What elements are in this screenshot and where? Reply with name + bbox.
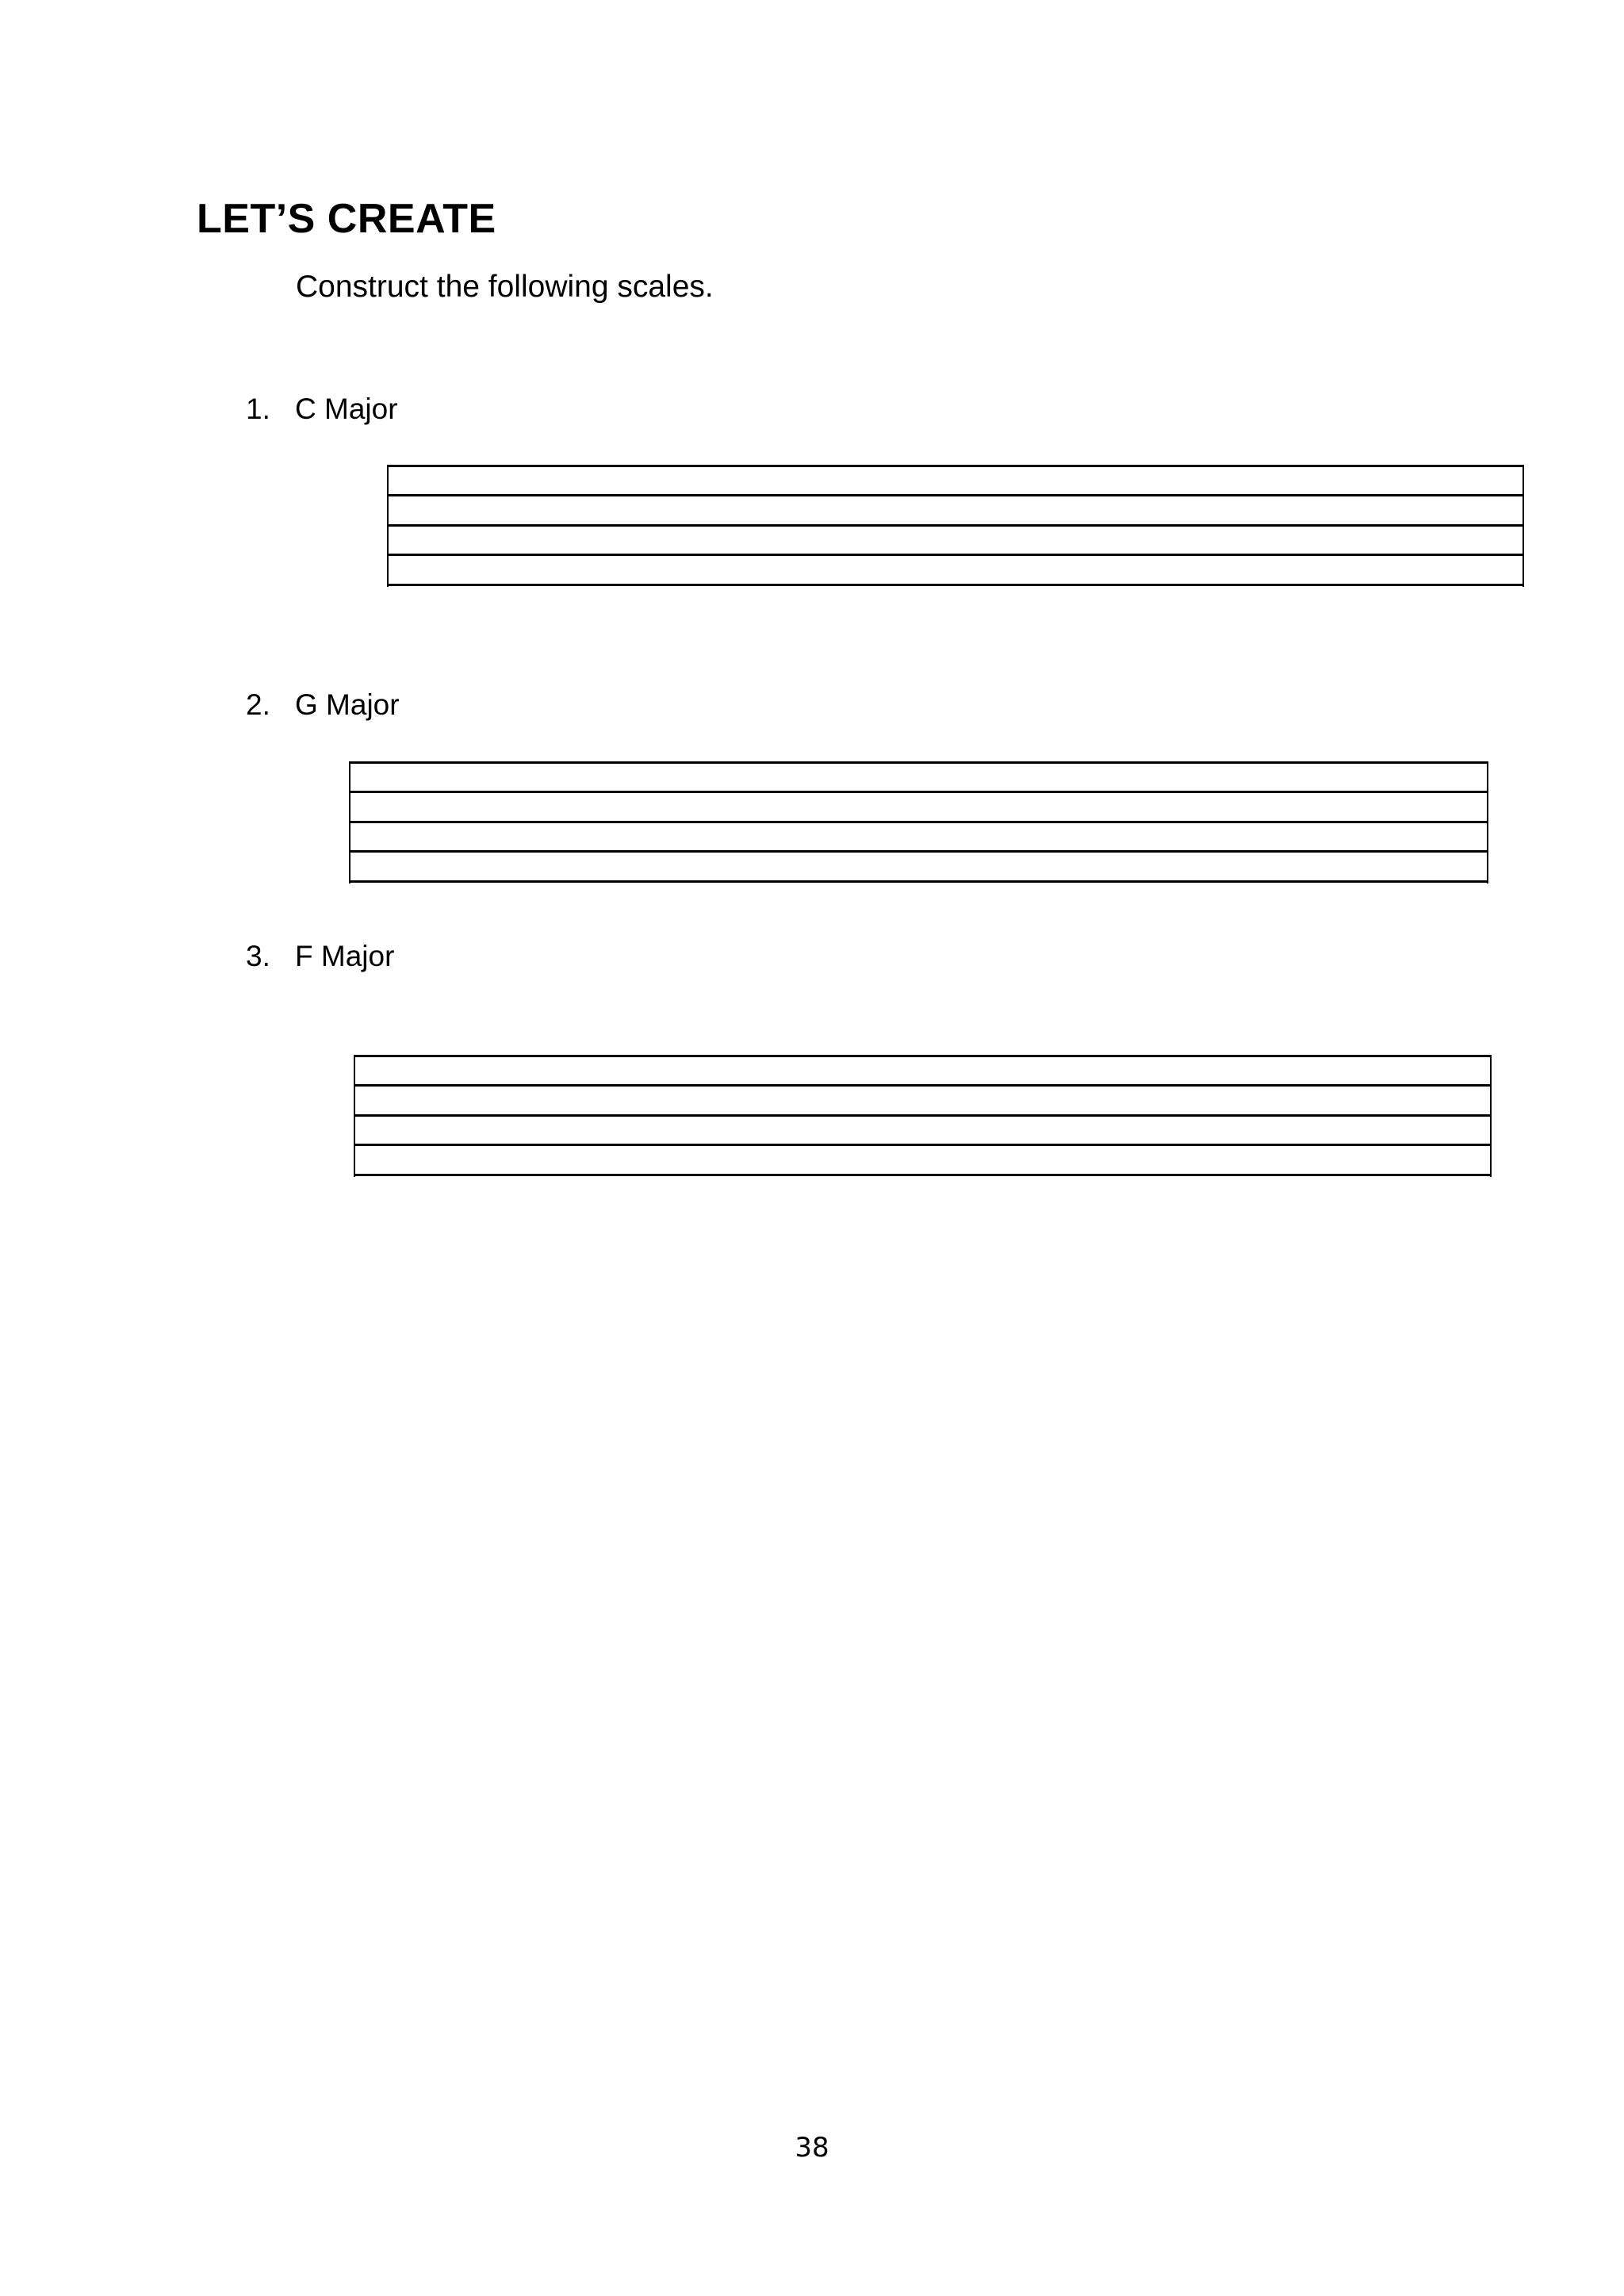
staff-line	[350, 761, 1487, 764]
instruction-text: Construct the following scales.	[296, 270, 714, 304]
staff-line	[355, 1055, 1490, 1057]
section-heading: LET’S CREATE	[197, 196, 496, 242]
staff-line	[389, 465, 1522, 467]
item-title: G Major	[295, 688, 400, 721]
staff-line	[350, 880, 1487, 883]
staff-line	[389, 584, 1522, 586]
staff-line	[389, 494, 1522, 496]
staff-g-major[interactable]	[349, 761, 1488, 884]
item-number: 3.	[246, 940, 270, 972]
staff-f-major[interactable]	[354, 1055, 1492, 1177]
staff-line	[350, 791, 1487, 793]
staff-line	[355, 1144, 1490, 1146]
staff-line	[355, 1084, 1490, 1087]
page-number: 38	[795, 2132, 829, 2164]
staff-line	[355, 1174, 1490, 1176]
staff-line	[355, 1114, 1490, 1117]
item-number: 1.	[246, 393, 270, 425]
staff-line	[350, 850, 1487, 853]
staff-line	[389, 554, 1522, 556]
item-number: 2.	[246, 688, 270, 721]
staff-c-major[interactable]	[387, 465, 1524, 587]
staff-line	[389, 524, 1522, 527]
item-title: C Major	[295, 393, 398, 425]
item-title: F Major	[295, 940, 395, 972]
staff-line	[350, 821, 1487, 823]
